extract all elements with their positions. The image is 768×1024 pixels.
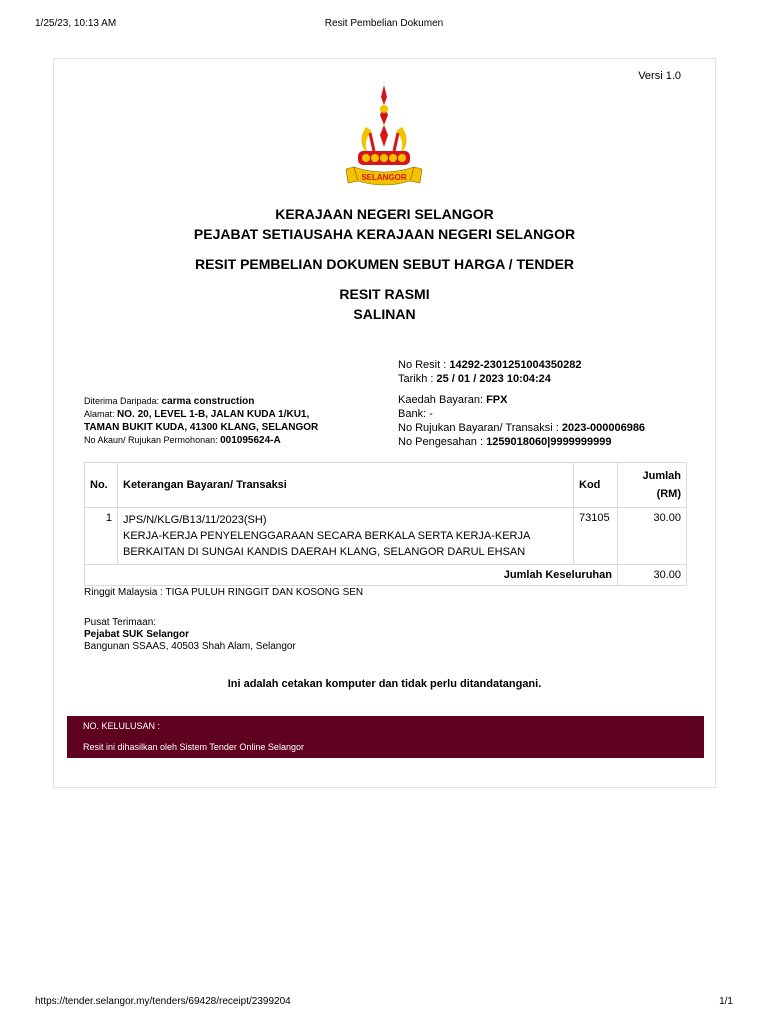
account-number: 001095624-A: [220, 435, 281, 446]
transaction-ref-row: No Rujukan Bayaran/ Transaksi : 2023-000006986: [398, 422, 646, 434]
collection-centre-address: Bangunan SSAAS, 40503 Shah Alam, Selangor: [84, 641, 296, 652]
page-number: 1/1: [719, 996, 733, 1007]
receipt-date-row: Tarikh : 25 / 01 / 2023 10:04:24: [398, 373, 551, 385]
table-total-row: [85, 565, 687, 586]
payment-meta: [398, 393, 645, 449]
print-header: [35, 18, 733, 32]
payer-address: NO. 20, LEVEL 1-B, JALAN KUDA 1/KU1, TAMAN BUKIT KUDA, 41300 KLANG, SELANGOR: [84, 409, 319, 433]
col-description: Keterangan Bayaran/ Transaksi: [118, 463, 574, 508]
approval-bar: [67, 716, 704, 758]
amount-in-words: Ringgit Malaysia : TIGA PULUH RINGGIT DAN KOSONG SEN: [84, 587, 364, 598]
row-detail: KERJA-KERJA PENYELENGGARAAN SECARA BERKALA SERTA KERJA-KERJA BERKAITAN DI SUNGAI KANDIS DAERAH KLANG, SELANGOR DARUL EHSAN: [123, 530, 530, 558]
emblem-text: SELANGOR: [361, 173, 407, 182]
heading-government: KERAJAAN NEGERI SELANGOR: [275, 206, 494, 222]
heading-official: RESIT RASMI: [339, 286, 430, 302]
heading-office: PEJABAT SETIAUSAHA KERAJAAN NEGERI SELANGOR: [193, 226, 576, 242]
approval-code-row: No Pengesahan : 1259018060|9999999999: [398, 436, 612, 448]
col-no: No.: [85, 463, 118, 508]
collection-centre-label: Pusat Terimaan:: [84, 617, 157, 628]
computer-generated-notice: Ini adalah cetakan komputer dan tidak perlu ditandatangani.: [227, 678, 542, 690]
col-amount: Jumlah (RM): [618, 463, 687, 508]
col-code: Kod: [574, 463, 618, 508]
payer-name: carma construction: [161, 396, 255, 407]
row-description: [118, 508, 574, 565]
transaction-ref: 2023-000006986: [561, 422, 646, 434]
row-reference: JPS/N/KLG/B13/11/2023(SH): [123, 514, 267, 526]
row-amount: 30.00: [618, 508, 687, 565]
total-label: Jumlah Keseluruhan: [85, 565, 618, 586]
table-header-row: [85, 463, 687, 508]
receipt-number: 14292-2301251004350282: [449, 359, 582, 371]
print-footer: [35, 996, 733, 1010]
payer-info: [84, 395, 344, 447]
table-row: [85, 508, 687, 565]
transaction-table: [84, 462, 687, 586]
print-url: https://tender.selangor.my/tenders/69428/receipt/2399204: [35, 996, 291, 1007]
print-title: Resit Pembelian Dokumen: [324, 18, 444, 29]
selangor-emblem-icon: [344, 85, 424, 191]
collection-centre: [84, 617, 296, 653]
total-amount: 30.00: [618, 565, 687, 586]
row-no: 1: [85, 508, 118, 565]
approval-number-label: NO. KELULUSAN :: [83, 721, 161, 731]
receipt-date: 25 / 01 / 2023 10:04:24: [436, 373, 551, 385]
received-from-row: Diterima Daripada: carma construction: [84, 396, 255, 407]
bank-row: Bank: -: [398, 408, 433, 420]
receipt-number-row: No Resit : 14292-2301251004350282: [398, 359, 582, 371]
collection-centre-name: Pejabat SUK Selangor: [84, 629, 190, 640]
receipt-card: [53, 58, 716, 788]
system-note: Resit ini dihasilkan oleh Sistem Tender Online Selangor: [83, 742, 304, 752]
payment-method-row: Kaedah Bayaran: FPX: [398, 394, 508, 406]
row-code: 73105: [574, 508, 618, 565]
account-row: No Akaun/ Rujukan Permohonan: 001095624-A: [84, 435, 281, 446]
heading-copy: SALINAN: [353, 306, 416, 322]
receipt-meta: [398, 358, 582, 386]
print-datetime: 1/25/23, 10:13 AM: [35, 18, 117, 29]
address-row: Alamat: NO. 20, LEVEL 1-B, JALAN KUDA 1/KU1, TAMAN BUKIT KUDA, 41300 KLANG, SELANGOR: [84, 409, 319, 433]
approval-code: 1259018060|9999999999: [486, 436, 612, 448]
payment-method: FPX: [486, 394, 508, 406]
heading-receipt-type: RESIT PEMBELIAN DOKUMEN SEBUT HARGA / TENDER: [194, 256, 575, 272]
version-label: Versi 1.0: [638, 70, 681, 82]
